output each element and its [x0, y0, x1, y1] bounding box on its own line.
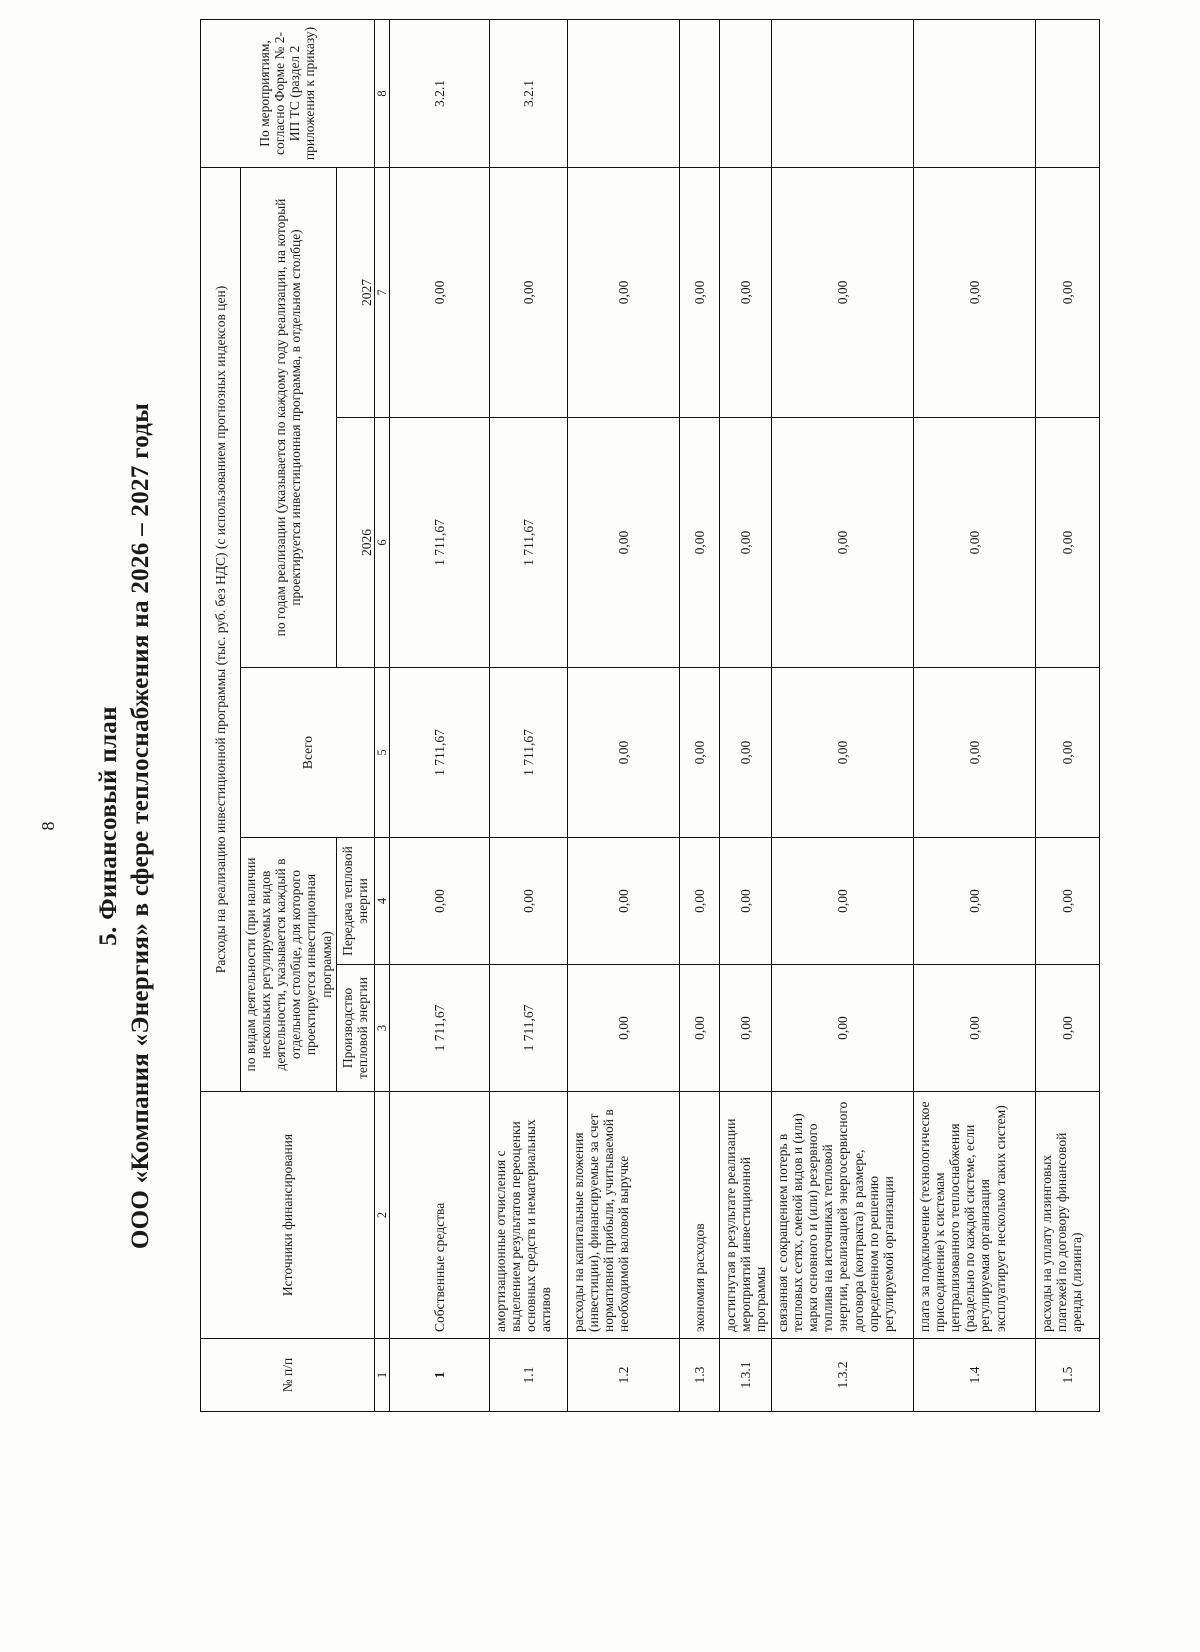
row-no: 1.2	[567, 1339, 679, 1412]
row-2027: 0,00	[679, 167, 719, 417]
row-2027: 0,00	[489, 167, 567, 417]
row-source: достигнутая в результате реализации мероприятий инвестиционной программы	[719, 1092, 771, 1339]
row-2026: 0,00	[567, 418, 679, 668]
row-2027: 0,00	[771, 167, 913, 417]
row-transmission: 0,00	[489, 838, 567, 965]
column-number: 4	[374, 838, 389, 965]
row-measures	[913, 19, 1035, 167]
row-production: 0,00	[771, 965, 913, 1092]
row-2026: 1 711,67	[389, 418, 489, 668]
row-no: 1.3	[679, 1339, 719, 1412]
row-source: связанная с сокращением потерь в тепловых сетях, сменой видов и (или) марки основного и (или) резервного топлива на источниках тепловой энергии, реализацией энергосервисного договора (контракта) в размере, определенном по решению регулируемой организации	[771, 1092, 913, 1339]
row-2026: 0,00	[679, 418, 719, 668]
row-transmission: 0,00	[679, 838, 719, 965]
table-row	[1035, 19, 1099, 1411]
row-production: 1 711,67	[489, 965, 567, 1092]
row-2026: 0,00	[1035, 418, 1099, 668]
row-2027: 0,00	[719, 167, 771, 417]
table-row	[771, 19, 913, 1411]
column-number: 7	[374, 167, 389, 417]
header-no: № п/п	[201, 1339, 375, 1412]
row-no: 1.5	[1035, 1339, 1099, 1412]
row-total: 0,00	[771, 668, 913, 838]
row-no: 1.3.2	[771, 1339, 913, 1412]
row-total: 1 711,67	[489, 668, 567, 838]
row-2026: 0,00	[771, 418, 913, 668]
table-row	[719, 19, 771, 1411]
document-title: ООО «Компания «Энергия» в сфере теплоснабжения на 2026 – 2027 годы	[127, 402, 154, 1250]
header-production: Производство тепловой энергии	[336, 965, 374, 1092]
header-by-activity: по видам деятельности (при наличии нескольких регулируемых видов деятельности, указывается каждый в отдельном столбце, для которого проектируется инвестиционная программа)	[241, 838, 337, 1092]
row-total: 0,00	[719, 668, 771, 838]
header-year-2026: 2026	[336, 418, 374, 668]
column-number: 8	[374, 19, 389, 167]
column-number: 1	[374, 1339, 389, 1412]
header-by-year: по годам реализации (указывается по каждому году реализации, на который проектируется инвестиционная программа, в отдельном столбце)	[241, 167, 337, 667]
column-number: 2	[374, 1092, 389, 1339]
row-measures	[719, 19, 771, 167]
row-2026: 1 711,67	[489, 418, 567, 668]
row-measures	[1035, 19, 1099, 167]
column-number: 5	[374, 668, 389, 838]
row-transmission: 0,00	[913, 838, 1035, 965]
table-row	[913, 19, 1035, 1411]
row-transmission: 0,00	[771, 838, 913, 965]
column-number: 3	[374, 965, 389, 1092]
row-measures	[771, 19, 913, 167]
table-row	[389, 19, 489, 1411]
row-production: 0,00	[1035, 965, 1099, 1092]
row-transmission: 0,00	[389, 838, 489, 965]
row-transmission: 0,00	[567, 838, 679, 965]
header-year-2027: 2027	[336, 167, 374, 417]
row-source: Собственные средства	[389, 1092, 489, 1339]
row-production: 0,00	[679, 965, 719, 1092]
row-source: плата за подключение (технологическое присоединение) к системам централизованного теплоснабжения (раздельно по каждой системе, если регулируемая организация эксплуатирует несколько таких систем)	[913, 1092, 1035, 1339]
row-total: 0,00	[567, 668, 679, 838]
header-expenses: Расходы на реализацию инвестиционной программы (тыс. руб. без НДС) (с использованием прогнозных индексов цен)	[201, 167, 241, 1091]
row-total: 0,00	[679, 668, 719, 838]
row-source: экономия расходов	[679, 1092, 719, 1339]
header-source: Источники финансирования	[201, 1092, 375, 1339]
table-row	[567, 19, 679, 1411]
row-no: 1.3.1	[719, 1339, 771, 1412]
row-source: амортизационные отчисления с выделением результатов переоценки основных средств и нематериальных активов	[489, 1092, 567, 1339]
row-production: 1 711,67	[389, 965, 489, 1092]
header-transmission: Передача тепловой энергии	[336, 838, 374, 965]
row-measures: 3.2.1	[489, 19, 567, 167]
row-2027: 0,00	[1035, 167, 1099, 417]
row-measures	[567, 19, 679, 167]
row-production: 0,00	[719, 965, 771, 1092]
row-source: расходы на капитальные вложения (инвестиции), финансируемые за счет нормативной прибыли, учитываемой в необходимой валовой выручке	[567, 1092, 679, 1339]
column-numbers-row	[374, 19, 389, 1411]
row-no: 1.1	[489, 1339, 567, 1412]
header-total: Всего	[241, 668, 375, 838]
table-row	[489, 19, 567, 1411]
row-production: 0,00	[567, 965, 679, 1092]
row-transmission: 0,00	[1035, 838, 1099, 965]
row-no: 1	[389, 1339, 489, 1412]
row-2026: 0,00	[913, 418, 1035, 668]
header-by-measures: По мероприятиям, согласно Форме № 2-ИП ТС (раздел 2 приложения к приказу)	[201, 19, 375, 167]
row-2026: 0,00	[719, 418, 771, 668]
row-total: 0,00	[913, 668, 1035, 838]
table-row	[679, 19, 719, 1411]
row-2027: 0,00	[913, 167, 1035, 417]
row-total: 1 711,67	[389, 668, 489, 838]
row-transmission: 0,00	[719, 838, 771, 965]
section-title: 5. Финансовый план	[95, 706, 122, 946]
page-number: 8	[38, 821, 58, 831]
financial-plan-table	[200, 19, 1100, 1412]
row-production: 0,00	[913, 965, 1035, 1092]
row-no: 1.4	[913, 1339, 1035, 1412]
column-number: 6	[374, 418, 389, 668]
row-2027: 0,00	[389, 167, 489, 417]
row-measures: 3.2.1	[389, 19, 489, 167]
row-2027: 0,00	[567, 167, 679, 417]
row-source: расходы на уплату лизинговых платежей по договору финансовой аренды (лизинга)	[1035, 1092, 1099, 1339]
row-measures	[679, 19, 719, 167]
row-total: 0,00	[1035, 668, 1099, 838]
